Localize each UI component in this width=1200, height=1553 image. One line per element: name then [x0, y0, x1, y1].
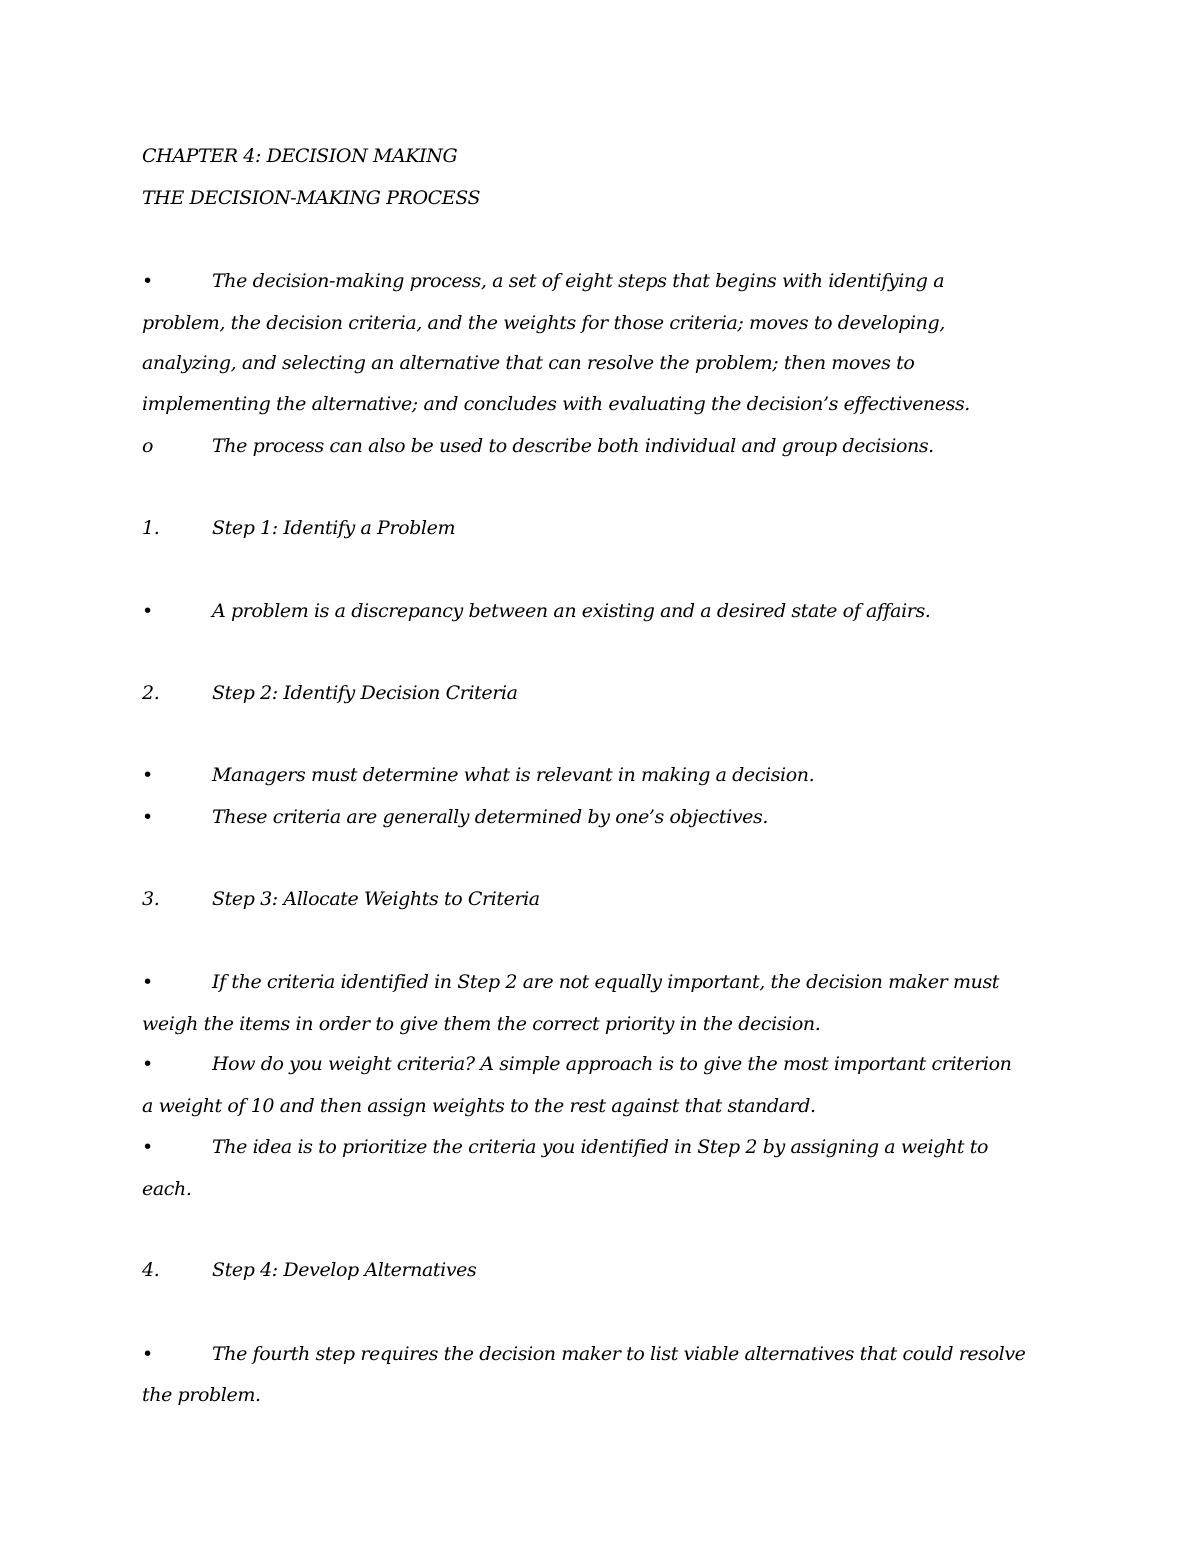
- list-item-continuation: a weight of 10 and then assign weights to the rest against that standard.: [142, 1095, 816, 1117]
- list-item-text: These criteria are generally determined by one’s objectives.: [212, 806, 769, 828]
- list-item-continuation: weigh the items in order to give them the correct priority in the decision.: [142, 1013, 821, 1035]
- list-item-text: A problem is a discrepancy between an existing and a desired state of affairs.: [212, 600, 931, 622]
- list-item-continuation: each.: [142, 1178, 192, 1200]
- bullet-icon: •: [142, 270, 153, 292]
- intro-text-line: The decision-making process, a set of eight steps that begins with identifying a: [212, 270, 945, 292]
- bullet-icon: •: [142, 971, 153, 993]
- list-item-continuation: the problem.: [142, 1384, 261, 1406]
- list-item-text: The idea is to prioritize the criteria you identified in Step 2 by assigning a weight to: [212, 1136, 988, 1158]
- step-title: Step 3: Allocate Weights to Criteria: [212, 888, 540, 910]
- intro-text-line: implementing the alternative; and concludes with evaluating the decision’s effectiveness.: [142, 393, 970, 415]
- bullet-icon: •: [142, 1136, 153, 1158]
- step-number: 1.: [142, 517, 160, 539]
- intro-text-line: problem, the decision criteria, and the weights for those criteria; moves to developing,: [142, 312, 945, 334]
- step-title: Step 4: Develop Alternatives: [212, 1259, 477, 1281]
- step-number: 2.: [142, 682, 160, 704]
- bullet-icon: •: [142, 764, 153, 786]
- sub-bullet-marker: o: [142, 435, 154, 457]
- step-number: 3.: [142, 888, 160, 910]
- list-item-text: The fourth step requires the decision maker to list viable alternatives that could resolve: [212, 1343, 1026, 1365]
- chapter-heading: CHAPTER 4: DECISION MAKING: [142, 145, 458, 167]
- list-item-text: If the criteria identified in Step 2 are not equally important, the decision maker must: [212, 971, 1000, 993]
- list-item-text: Managers must determine what is relevant in making a decision.: [212, 764, 815, 786]
- list-item-text: How do you weight criteria? A simple approach is to give the most important criterion: [212, 1053, 1012, 1075]
- bullet-icon: •: [142, 1343, 153, 1365]
- step-title: Step 2: Identify Decision Criteria: [212, 682, 518, 704]
- bullet-icon: •: [142, 1053, 153, 1075]
- intro-text-line: analyzing, and selecting an alternative that can resolve the problem; then moves to: [142, 352, 915, 374]
- section-heading: THE DECISION-MAKING PROCESS: [142, 187, 481, 209]
- bullet-icon: •: [142, 600, 153, 622]
- step-title: Step 1: Identify a Problem: [212, 517, 456, 539]
- bullet-icon: •: [142, 806, 153, 828]
- sub-item-text: The process can also be used to describe both individual and group decisions.: [212, 435, 934, 457]
- step-number: 4.: [142, 1259, 160, 1281]
